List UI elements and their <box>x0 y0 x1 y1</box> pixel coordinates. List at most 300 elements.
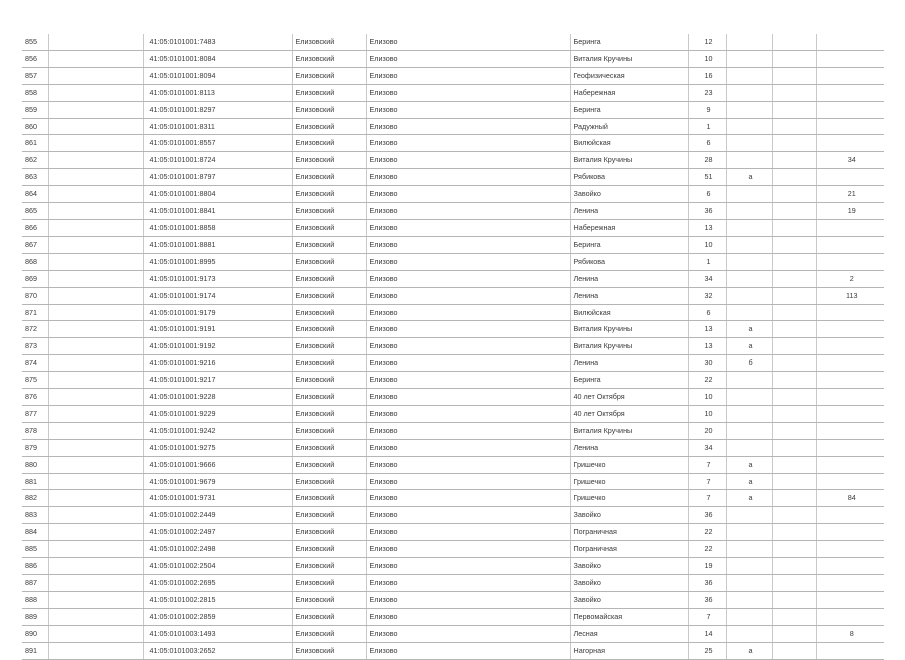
settlement: Елизово <box>366 118 570 135</box>
apartment <box>816 355 884 372</box>
house-number: 34 <box>688 439 726 456</box>
table-row <box>22 642 884 659</box>
apartment <box>816 524 884 541</box>
house-number: 23 <box>688 84 726 101</box>
table-row <box>22 422 884 439</box>
street: Набережная <box>570 219 688 236</box>
building <box>772 118 816 135</box>
cadastral-number: 41:05:0101001:8094 <box>143 67 292 84</box>
letter: а <box>726 642 772 659</box>
street: Виталия Кручины <box>570 338 688 355</box>
house-number: 10 <box>688 389 726 406</box>
blank-column <box>48 422 143 439</box>
street: Ленина <box>570 439 688 456</box>
cadastral-number: 41:05:0101002:2497 <box>143 524 292 541</box>
settlement: Елизово <box>366 405 570 422</box>
building <box>772 541 816 558</box>
building <box>772 219 816 236</box>
blank-column <box>48 439 143 456</box>
district: Елизовский <box>292 101 366 118</box>
district: Елизовский <box>292 591 366 608</box>
building <box>772 405 816 422</box>
letter <box>726 67 772 84</box>
letter <box>726 287 772 304</box>
apartment <box>816 253 884 270</box>
house-number: 36 <box>688 575 726 592</box>
letter <box>726 203 772 220</box>
row-number: 864 <box>22 186 48 203</box>
letter <box>726 558 772 575</box>
district: Елизовский <box>292 169 366 186</box>
cadastral-number: 41:05:0101001:9229 <box>143 405 292 422</box>
settlement: Елизово <box>366 84 570 101</box>
house-number: 6 <box>688 135 726 152</box>
building <box>772 338 816 355</box>
letter <box>726 135 772 152</box>
settlement: Елизово <box>366 169 570 186</box>
settlement: Елизово <box>366 50 570 67</box>
building <box>772 608 816 625</box>
settlement: Елизово <box>366 34 570 50</box>
blank-column <box>48 304 143 321</box>
building <box>772 50 816 67</box>
cadastral-number: 41:05:0101001:9173 <box>143 270 292 287</box>
street: Пограничная <box>570 524 688 541</box>
house-number: 28 <box>688 152 726 169</box>
table-row <box>22 338 884 355</box>
cadastral-number: 41:05:0101001:9192 <box>143 338 292 355</box>
apartment <box>816 67 884 84</box>
row-number: 880 <box>22 456 48 473</box>
letter <box>726 101 772 118</box>
blank-column <box>48 270 143 287</box>
apartment <box>816 642 884 659</box>
letter <box>726 405 772 422</box>
street: Первомайская <box>570 608 688 625</box>
table-body <box>22 34 884 659</box>
district: Елизовский <box>292 287 366 304</box>
cadastral-number: 41:05:0101002:2449 <box>143 507 292 524</box>
apartment <box>816 135 884 152</box>
blank-column <box>48 203 143 220</box>
settlement: Елизово <box>366 439 570 456</box>
street: Завойко <box>570 591 688 608</box>
letter <box>726 236 772 253</box>
apartment <box>816 608 884 625</box>
street: Виталия Кручины <box>570 50 688 67</box>
row-number: 884 <box>22 524 48 541</box>
table-row <box>22 524 884 541</box>
row-number: 882 <box>22 490 48 507</box>
district: Елизовский <box>292 236 366 253</box>
building <box>772 558 816 575</box>
letter <box>726 439 772 456</box>
house-number: 22 <box>688 541 726 558</box>
blank-column <box>48 287 143 304</box>
letter: а <box>726 473 772 490</box>
settlement: Елизово <box>366 575 570 592</box>
row-number: 888 <box>22 591 48 608</box>
row-number: 877 <box>22 405 48 422</box>
blank-column <box>48 575 143 592</box>
table-row <box>22 270 884 287</box>
table-row <box>22 304 884 321</box>
row-number: 890 <box>22 625 48 642</box>
row-number: 885 <box>22 541 48 558</box>
blank-column <box>48 101 143 118</box>
district: Елизовский <box>292 372 366 389</box>
building <box>772 389 816 406</box>
cadastral-number: 41:05:0101001:8995 <box>143 253 292 270</box>
house-number: 1 <box>688 118 726 135</box>
cadastral-number: 41:05:0101001:8797 <box>143 169 292 186</box>
district: Елизовский <box>292 558 366 575</box>
letter <box>726 591 772 608</box>
table-row <box>22 439 884 456</box>
building <box>772 186 816 203</box>
table-row <box>22 389 884 406</box>
house-number: 16 <box>688 67 726 84</box>
apartment <box>816 405 884 422</box>
street: Завойко <box>570 507 688 524</box>
letter: б <box>726 355 772 372</box>
house-number: 34 <box>688 270 726 287</box>
blank-column <box>48 642 143 659</box>
cadastral-number: 41:05:0101001:9666 <box>143 456 292 473</box>
settlement: Елизово <box>366 558 570 575</box>
letter <box>726 507 772 524</box>
cadastral-number: 41:05:0101003:2652 <box>143 642 292 659</box>
district: Елизовский <box>292 135 366 152</box>
street: Ленина <box>570 203 688 220</box>
cadastral-number: 41:05:0101001:9174 <box>143 287 292 304</box>
table-row <box>22 287 884 304</box>
settlement: Елизово <box>366 236 570 253</box>
street: Завойко <box>570 558 688 575</box>
letter: а <box>726 456 772 473</box>
district: Елизовский <box>292 541 366 558</box>
blank-column <box>48 389 143 406</box>
cadastral-number: 41:05:0101001:9179 <box>143 304 292 321</box>
table-row <box>22 50 884 67</box>
blank-column <box>48 186 143 203</box>
street: Геофизическая <box>570 67 688 84</box>
letter <box>726 50 772 67</box>
row-number: 889 <box>22 608 48 625</box>
house-number: 9 <box>688 101 726 118</box>
cadastral-number: 41:05:0101001:8311 <box>143 118 292 135</box>
apartment: 19 <box>816 203 884 220</box>
cadastral-number: 41:05:0101001:9217 <box>143 372 292 389</box>
settlement: Елизово <box>366 389 570 406</box>
blank-column <box>48 355 143 372</box>
house-number: 36 <box>688 203 726 220</box>
cadastral-number: 41:05:0101001:8724 <box>143 152 292 169</box>
row-number: 861 <box>22 135 48 152</box>
row-number: 875 <box>22 372 48 389</box>
apartment <box>816 101 884 118</box>
address-register-table <box>22 34 884 660</box>
blank-column <box>48 84 143 101</box>
row-number: 865 <box>22 203 48 220</box>
blank-column <box>48 338 143 355</box>
table-row <box>22 67 884 84</box>
street: Ленина <box>570 355 688 372</box>
blank-column <box>48 118 143 135</box>
building <box>772 67 816 84</box>
apartment <box>816 372 884 389</box>
building <box>772 152 816 169</box>
house-number: 19 <box>688 558 726 575</box>
cadastral-number: 41:05:0101002:2504 <box>143 558 292 575</box>
letter <box>726 186 772 203</box>
letter <box>726 34 772 50</box>
cadastral-number: 41:05:0101001:8881 <box>143 236 292 253</box>
settlement: Елизово <box>366 490 570 507</box>
district: Елизовский <box>292 321 366 338</box>
district: Елизовский <box>292 422 366 439</box>
house-number: 7 <box>688 473 726 490</box>
blank-column <box>48 169 143 186</box>
settlement: Елизово <box>366 270 570 287</box>
street: Завойко <box>570 186 688 203</box>
blank-column <box>48 219 143 236</box>
building <box>772 524 816 541</box>
street: Рябикова <box>570 169 688 186</box>
house-number: 36 <box>688 591 726 608</box>
row-number: 873 <box>22 338 48 355</box>
table-row <box>22 473 884 490</box>
blank-column <box>48 50 143 67</box>
table-row <box>22 34 884 50</box>
blank-column <box>48 507 143 524</box>
street: Вилюйская <box>570 135 688 152</box>
row-number: 869 <box>22 270 48 287</box>
table-row <box>22 101 884 118</box>
building <box>772 490 816 507</box>
building <box>772 135 816 152</box>
blank-column <box>48 541 143 558</box>
blank-column <box>48 372 143 389</box>
district: Елизовский <box>292 456 366 473</box>
street: Набережная <box>570 84 688 101</box>
street: Беринга <box>570 236 688 253</box>
table-row <box>22 405 884 422</box>
street: Беринга <box>570 34 688 50</box>
house-number: 12 <box>688 34 726 50</box>
row-number: 863 <box>22 169 48 186</box>
house-number: 10 <box>688 405 726 422</box>
building <box>772 203 816 220</box>
row-number: 887 <box>22 575 48 592</box>
settlement: Елизово <box>366 372 570 389</box>
street: Виталия Кручины <box>570 321 688 338</box>
table-row <box>22 169 884 186</box>
street: Беринга <box>570 101 688 118</box>
apartment: 34 <box>816 152 884 169</box>
apartment <box>816 219 884 236</box>
settlement: Елизово <box>366 625 570 642</box>
house-number: 1 <box>688 253 726 270</box>
district: Елизовский <box>292 118 366 135</box>
cadastral-number: 41:05:0101001:8858 <box>143 219 292 236</box>
district: Елизовский <box>292 575 366 592</box>
apartment <box>816 389 884 406</box>
district: Елизовский <box>292 642 366 659</box>
house-number: 51 <box>688 169 726 186</box>
district: Елизовский <box>292 405 366 422</box>
blank-column <box>48 524 143 541</box>
cadastral-number: 41:05:0101002:2498 <box>143 541 292 558</box>
row-number: 870 <box>22 287 48 304</box>
table-row <box>22 456 884 473</box>
letter <box>726 253 772 270</box>
house-number: 22 <box>688 524 726 541</box>
row-number: 879 <box>22 439 48 456</box>
apartment <box>816 591 884 608</box>
district: Елизовский <box>292 490 366 507</box>
apartment <box>816 507 884 524</box>
table-row <box>22 321 884 338</box>
building <box>772 591 816 608</box>
settlement: Елизово <box>366 203 570 220</box>
apartment <box>816 456 884 473</box>
district: Елизовский <box>292 389 366 406</box>
apartment <box>816 118 884 135</box>
settlement: Елизово <box>366 338 570 355</box>
house-number: 10 <box>688 236 726 253</box>
cadastral-number: 41:05:0101003:1493 <box>143 625 292 642</box>
house-number: 14 <box>688 625 726 642</box>
settlement: Елизово <box>366 253 570 270</box>
district: Елизовский <box>292 608 366 625</box>
row-number: 867 <box>22 236 48 253</box>
building <box>772 321 816 338</box>
building <box>772 84 816 101</box>
settlement: Елизово <box>366 152 570 169</box>
apartment <box>816 321 884 338</box>
table-row <box>22 118 884 135</box>
row-number: 862 <box>22 152 48 169</box>
letter <box>726 541 772 558</box>
letter <box>726 219 772 236</box>
row-number: 891 <box>22 642 48 659</box>
cadastral-number: 41:05:0101001:7483 <box>143 34 292 50</box>
house-number: 13 <box>688 219 726 236</box>
apartment: 84 <box>816 490 884 507</box>
house-number: 10 <box>688 50 726 67</box>
cadastral-number: 41:05:0101001:8084 <box>143 50 292 67</box>
apartment <box>816 169 884 186</box>
apartment <box>816 338 884 355</box>
district: Елизовский <box>292 304 366 321</box>
letter <box>726 608 772 625</box>
letter: а <box>726 169 772 186</box>
blank-column <box>48 608 143 625</box>
letter: а <box>726 338 772 355</box>
row-number: 883 <box>22 507 48 524</box>
blank-column <box>48 67 143 84</box>
settlement: Елизово <box>366 507 570 524</box>
cadastral-number: 41:05:0101001:9216 <box>143 355 292 372</box>
settlement: Елизово <box>366 219 570 236</box>
letter <box>726 118 772 135</box>
letter <box>726 270 772 287</box>
street: Пограничная <box>570 541 688 558</box>
letter <box>726 575 772 592</box>
street: Гришечко <box>570 473 688 490</box>
settlement: Елизово <box>366 473 570 490</box>
blank-column <box>48 34 143 50</box>
district: Елизовский <box>292 507 366 524</box>
building <box>772 642 816 659</box>
apartment <box>816 34 884 50</box>
district: Елизовский <box>292 253 366 270</box>
building <box>772 507 816 524</box>
street: 40 лет Октября <box>570 405 688 422</box>
blank-column <box>48 321 143 338</box>
table-row <box>22 558 884 575</box>
district: Елизовский <box>292 625 366 642</box>
apartment <box>816 541 884 558</box>
district: Елизовский <box>292 34 366 50</box>
building <box>772 575 816 592</box>
table-row <box>22 152 884 169</box>
row-number: 860 <box>22 118 48 135</box>
apartment <box>816 422 884 439</box>
district: Елизовский <box>292 439 366 456</box>
district: Елизовский <box>292 152 366 169</box>
cadastral-number: 41:05:0101002:2695 <box>143 575 292 592</box>
street: Радужный <box>570 118 688 135</box>
cadastral-number: 41:05:0101001:8841 <box>143 203 292 220</box>
table-row <box>22 575 884 592</box>
row-number: 868 <box>22 253 48 270</box>
street: Гришечко <box>570 456 688 473</box>
building <box>772 34 816 50</box>
row-number: 872 <box>22 321 48 338</box>
house-number: 22 <box>688 372 726 389</box>
row-number: 856 <box>22 50 48 67</box>
settlement: Елизово <box>366 355 570 372</box>
apartment <box>816 50 884 67</box>
settlement: Елизово <box>366 287 570 304</box>
letter <box>726 389 772 406</box>
district: Елизовский <box>292 219 366 236</box>
apartment <box>816 439 884 456</box>
building <box>772 355 816 372</box>
settlement: Елизово <box>366 135 570 152</box>
street: Виталия Кручины <box>570 152 688 169</box>
table-row <box>22 355 884 372</box>
cadastral-number: 41:05:0101001:9679 <box>143 473 292 490</box>
row-number: 866 <box>22 219 48 236</box>
settlement: Елизово <box>366 101 570 118</box>
blank-column <box>48 405 143 422</box>
house-number: 7 <box>688 456 726 473</box>
district: Елизовский <box>292 50 366 67</box>
street: Завойко <box>570 575 688 592</box>
district: Елизовский <box>292 524 366 541</box>
building <box>772 473 816 490</box>
table-row <box>22 490 884 507</box>
street: Виталия Кручины <box>570 422 688 439</box>
settlement: Елизово <box>366 186 570 203</box>
settlement: Елизово <box>366 304 570 321</box>
table-row <box>22 507 884 524</box>
cadastral-number: 41:05:0101002:2815 <box>143 591 292 608</box>
blank-column <box>48 558 143 575</box>
